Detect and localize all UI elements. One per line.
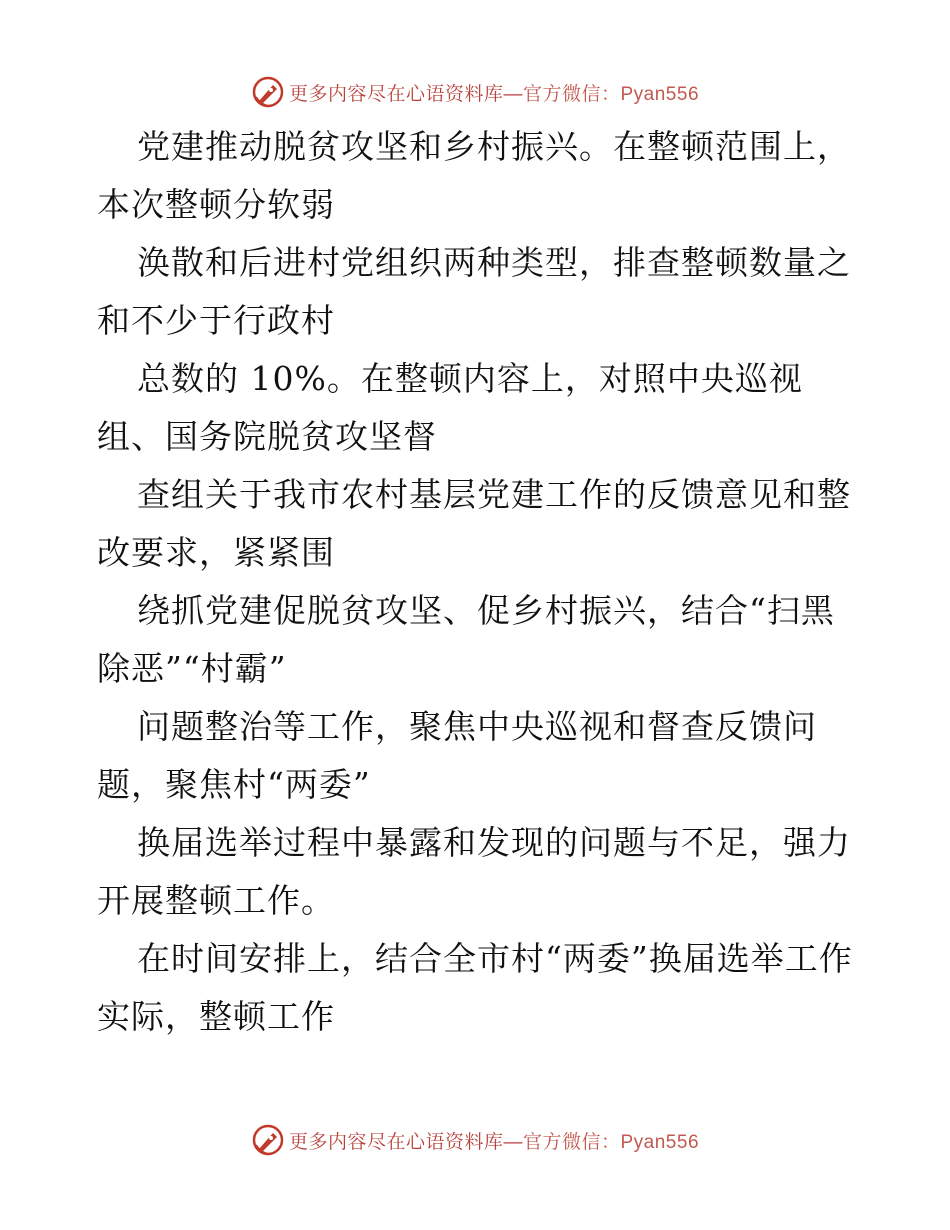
header-wechat-text: 官方微信：Pyan556 [523, 83, 700, 105]
paragraph: 查组关于我市农村基层党建工作的反馈意见和整改要求，紧紧围 [97, 475, 851, 572]
paragraph: 总数的 10%。在整顿内容上，对照中央巡视组、国务院脱贫攻坚督 [97, 359, 803, 456]
header-watermark-banner [0, 72, 950, 112]
header-dash: — [503, 83, 523, 105]
document-body [97, 118, 857, 1046]
footer-brand-name: 更多内容尽在心语资料库 [288, 1131, 504, 1153]
paragraph: 在时间安排上，结合全市村“两委”换届选举工作实际，整顿工作 [97, 939, 853, 1036]
footer-dash: — [503, 1131, 523, 1153]
paragraph: 涣散和后进村党组织两种类型，排查整顿数量之和不少于行政村 [97, 243, 851, 340]
footer-brand-text [289, 1127, 699, 1154]
header-brand-name: 更多内容尽在心语资料库 [288, 83, 504, 105]
paragraph: 党建推动脱贫攻坚和乡村振兴。在整顿范围上，本次整顿分软弱 [97, 127, 851, 224]
header-brand-text [289, 79, 699, 106]
footer-wechat-text: 官方微信：Pyan556 [523, 1131, 700, 1153]
paragraph: 问题整治等工作，聚焦中央巡视和督查反馈问题，聚焦村“两委” [97, 707, 817, 804]
footer-watermark-banner [0, 1120, 950, 1160]
pen-nib-seal-icon [251, 75, 285, 109]
pen-nib-seal-icon [251, 1123, 285, 1157]
paragraph: 换届选举过程中暴露和发现的问题与不足，强力开展整顿工作。 [97, 823, 851, 920]
paragraph: 绕抓党建促脱贫攻坚、促乡村振兴，结合“扫黑除恶”“村霸” [97, 591, 835, 688]
